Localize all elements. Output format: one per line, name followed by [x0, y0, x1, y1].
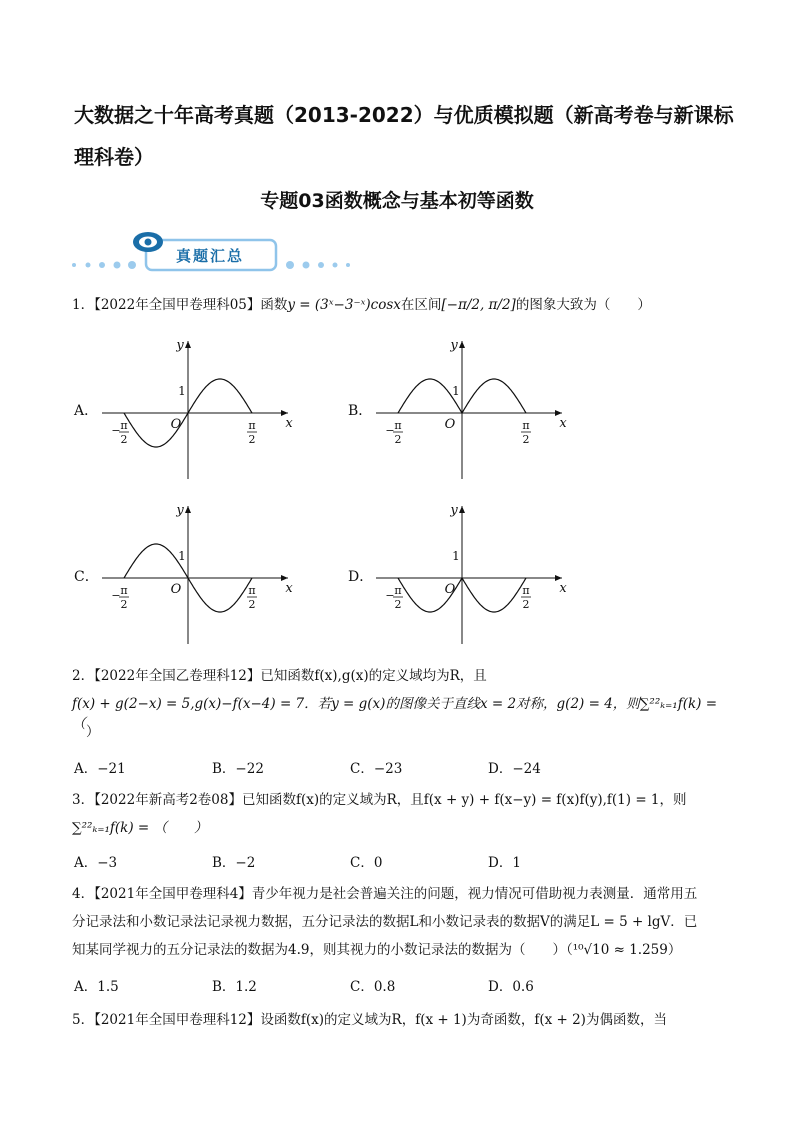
tick-label-one: 1 — [452, 549, 460, 563]
question-2-stem: 2．【2022年全国乙卷理科12】已知函数f(x),g(x)的定义域均为R，且 — [72, 668, 487, 684]
q1-function: y = (3ˣ−3⁻ˣ)cosx — [287, 297, 401, 313]
x-axis-label: x — [559, 581, 567, 596]
tick-label-two: 2 — [120, 598, 128, 611]
tick-label-one: 1 — [452, 384, 460, 398]
graph-option-c — [96, 500, 336, 650]
origin-label: O — [444, 582, 456, 597]
tick-label-neg-pi-over-2: π — [394, 584, 402, 597]
q3-option-a[interactable]: A．−3 — [74, 855, 118, 871]
tick-label-neg-pi-over-2: π — [120, 419, 128, 432]
graph-d-label: D． — [348, 569, 374, 585]
graph-option-d — [370, 500, 610, 650]
question-4-line2: 分记录法和小数记录法记录视力数据，五分记录法的数据L和小数记录表的数据V的满足L = 5 + lgV．已 — [72, 914, 698, 930]
question-5-stem: 5．【2021年全国甲卷理科12】设函数f(x)的定义域为R，f(x + 1)为奇函数，f(x + 2)为偶函数，当 — [72, 1012, 667, 1028]
banner-label: 真题汇总 — [175, 247, 244, 265]
tick-label-pi-over-2: π — [248, 584, 256, 597]
q3-option-c[interactable]: C．0 — [350, 855, 383, 871]
question-4-stem: 4．【2021年全国甲卷理科4】青少年视力是社会普遍关注的问题，视力情况可借助视力表测量．通常用五 — [72, 886, 698, 902]
tick-label-one: 1 — [178, 549, 186, 563]
tick-label-minus: − — [385, 424, 395, 437]
q2-option-a[interactable]: A．−21 — [74, 761, 126, 777]
origin-label: O — [170, 417, 182, 432]
q3-option-d[interactable]: D．1 — [488, 855, 521, 871]
tick-label-neg-pi-over-2: π — [120, 584, 128, 597]
tick-label-minus: − — [111, 424, 121, 437]
y-axis-label: y — [450, 503, 458, 518]
graph-a-label: A． — [74, 403, 99, 419]
tick-label-one: 1 — [178, 384, 186, 398]
graph-b-label: B． — [348, 403, 373, 419]
q4-option-b[interactable]: B．1.2 — [212, 979, 257, 995]
q1-interval: [−π/2, π/2] — [441, 297, 516, 313]
y-axis-label: y — [176, 338, 184, 353]
q4-option-a[interactable]: A．1.5 — [74, 979, 119, 995]
y-axis-arrow — [185, 341, 191, 348]
question-4-line3: 知某同学视力的五分记录法的数据为4.9，则其视力的小数记录法的数据为（ ）（¹⁰√10 ≈ 1.259） — [72, 942, 682, 958]
x-axis-label: x — [559, 416, 567, 431]
y-axis-label: y — [176, 503, 184, 518]
q2-option-b[interactable]: B．−22 — [212, 761, 264, 777]
q4-option-d[interactable]: D．0.6 — [488, 979, 534, 995]
q4-option-c[interactable]: C．0.8 — [350, 979, 396, 995]
y-axis-arrow — [459, 341, 465, 348]
tick-label-two: 2 — [394, 598, 402, 611]
question-3-sum: ∑²²ₖ₌₁f(k) = （ ） — [72, 820, 208, 836]
page-title: 大数据之十年高考真题（2013-2022）与优质模拟题（新高考卷与新课标理科卷） — [74, 103, 734, 169]
tick-label-neg-pi-over-2: π — [394, 419, 402, 432]
tick-label-two: 2 — [522, 433, 530, 446]
x-axis-label: x — [285, 416, 293, 431]
tick-label-minus: − — [385, 589, 395, 602]
origin-label: O — [444, 417, 456, 432]
tick-label-two: 2 — [120, 433, 128, 446]
tick-label-two: 2 — [248, 433, 256, 446]
tick-label-minus: − — [111, 589, 121, 602]
origin-label: O — [170, 582, 182, 597]
graph-option-b — [370, 335, 610, 485]
tick-label-pi-over-2: π — [522, 584, 530, 597]
q2-option-d[interactable]: D．−24 — [488, 761, 541, 777]
graph-c-label: C． — [74, 569, 99, 585]
topic-subtitle: 专题03函数概念与基本初等函数 — [260, 190, 534, 212]
question-3-stem: 3．【2022年新高考2卷08】已知函数f(x)的定义域为R，且f(x + y) + f(x−y) = f(x)f(y),f(1) = 1，则 — [72, 792, 687, 808]
y-axis-arrow — [459, 506, 465, 513]
question-1-stem: 1．【2022年全国甲卷理科05】函数y = (3ˣ−3⁻ˣ)cosx在区间[−π/2, π/2]的图象大致为（ ） — [72, 297, 651, 313]
tick-label-two: 2 — [248, 598, 256, 611]
tick-label-pi-over-2: π — [522, 419, 530, 432]
tick-label-two: 2 — [394, 433, 402, 446]
q2-option-c[interactable]: C．−23 — [350, 761, 403, 777]
graph-option-a — [96, 335, 336, 485]
y-axis-arrow — [185, 506, 191, 513]
question-2-paren: ） — [86, 724, 100, 740]
question-2-condition: f(x) + g(2−x) = 5,g(x)−f(x−4) = 7．若y = g(x)的图像关于直线x = 2对称，g(2) = 4，则∑²²ₖ₌₁f(k) = （ — [72, 696, 718, 732]
q3-option-b[interactable]: B．−2 — [212, 855, 256, 871]
y-axis-label: y — [450, 338, 458, 353]
x-axis-label: x — [285, 581, 293, 596]
tick-label-two: 2 — [522, 598, 530, 611]
tick-label-pi-over-2: π — [248, 419, 256, 432]
